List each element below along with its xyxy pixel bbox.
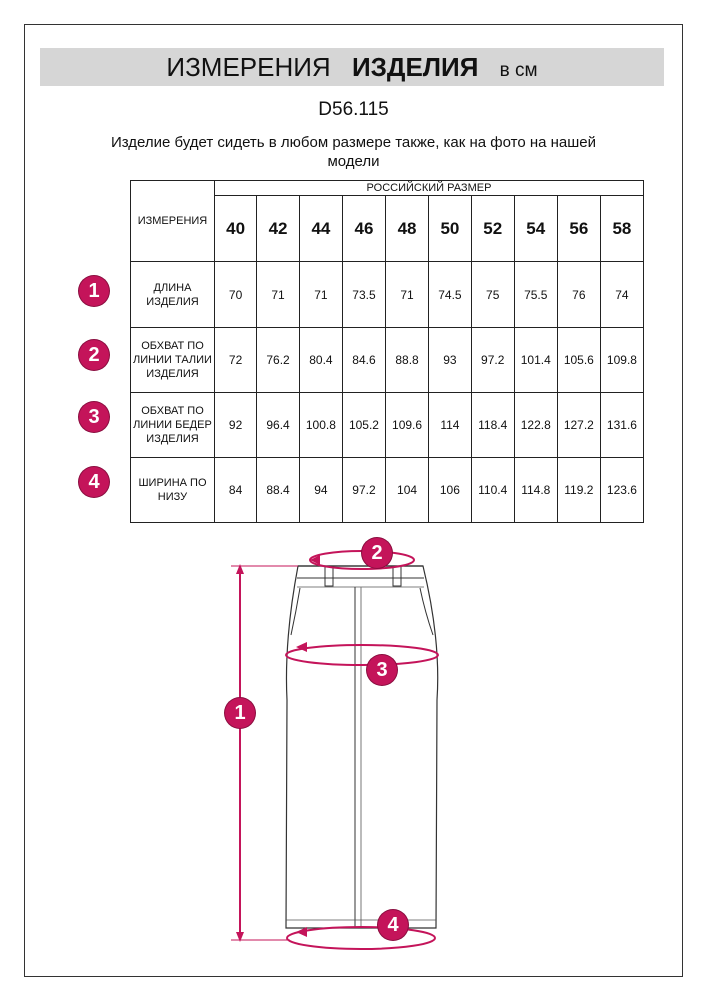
value-cell: 119.2 bbox=[557, 458, 600, 523]
value-cell: 73.5 bbox=[342, 262, 385, 328]
value-cell: 74.5 bbox=[429, 262, 472, 328]
pocket-right bbox=[420, 588, 433, 635]
value-cell: 71 bbox=[299, 262, 342, 328]
size-cell: 40 bbox=[214, 196, 256, 262]
title-text: ИЗМЕРЕНИЯ bbox=[166, 52, 331, 82]
value-cell: 127.2 bbox=[557, 393, 600, 458]
hip-ellipse bbox=[286, 645, 438, 665]
value-cell: 97.2 bbox=[471, 328, 514, 393]
value-cell: 74 bbox=[600, 262, 643, 328]
hem-ellipse bbox=[287, 927, 435, 949]
diagram-marker-2: 2 bbox=[362, 538, 392, 568]
value-cell: 75 bbox=[471, 262, 514, 328]
value-cell: 70 bbox=[214, 262, 256, 328]
value-cell: 80.4 bbox=[299, 328, 342, 393]
value-cell: 75.5 bbox=[514, 262, 557, 328]
title-bold-text: ИЗДЕЛИЯ bbox=[351, 52, 479, 82]
value-cell: 76 bbox=[557, 262, 600, 328]
skirt-outline bbox=[286, 566, 438, 928]
value-cell: 118.4 bbox=[471, 393, 514, 458]
value-cell: 84.6 bbox=[342, 328, 385, 393]
pocket-left bbox=[291, 588, 300, 635]
size-cell: 54 bbox=[514, 196, 557, 262]
size-cell: 58 bbox=[600, 196, 643, 262]
article-code: D56.115 bbox=[318, 99, 389, 120]
size-cell: 44 bbox=[299, 196, 342, 262]
value-cell: 105.6 bbox=[557, 328, 600, 393]
value-cell: 114 bbox=[429, 393, 472, 458]
size-cell: 50 bbox=[429, 196, 472, 262]
row-number-badge: 4 bbox=[79, 467, 109, 497]
row-number-badge: 3 bbox=[79, 402, 109, 432]
diagram-marker-3: 3 bbox=[367, 655, 397, 685]
diagram-marker-1: 1 bbox=[225, 698, 255, 728]
row-label: ОБХВАТ ПО ЛИНИИ ТАЛИИ ИЗДЕЛИЯ bbox=[131, 328, 215, 393]
value-cell: 88.4 bbox=[257, 458, 300, 523]
value-cell: 110.4 bbox=[471, 458, 514, 523]
title-unit: в см bbox=[499, 60, 538, 81]
value-cell: 84 bbox=[214, 458, 256, 523]
value-cell: 131.6 bbox=[600, 393, 643, 458]
size-header: РОССИЙСКИЙ РАЗМЕР bbox=[214, 181, 643, 196]
value-cell: 101.4 bbox=[514, 328, 557, 393]
value-cell: 76.2 bbox=[257, 328, 300, 393]
belt-loop-left bbox=[325, 566, 333, 586]
value-cell: 88.8 bbox=[386, 328, 429, 393]
row-label: ДЛИНА ИЗДЕЛИЯ bbox=[131, 262, 215, 328]
value-cell: 71 bbox=[257, 262, 300, 328]
row-label: ШИРИНА ПО НИЗУ bbox=[131, 458, 215, 523]
value-cell: 94 bbox=[299, 458, 342, 523]
row-number-badge: 1 bbox=[79, 276, 109, 306]
value-cell: 72 bbox=[214, 328, 256, 393]
row-label: ОБХВАТ ПО ЛИНИИ БЕДЕР ИЗДЕЛИЯ bbox=[131, 393, 215, 458]
value-cell: 122.8 bbox=[514, 393, 557, 458]
belt-loop-right bbox=[393, 566, 401, 586]
row-number-badge: 2 bbox=[79, 340, 109, 370]
value-cell: 97.2 bbox=[342, 458, 385, 523]
size-cell: 48 bbox=[386, 196, 429, 262]
value-cell: 93 bbox=[429, 328, 472, 393]
value-cell: 114.8 bbox=[514, 458, 557, 523]
size-cell: 56 bbox=[557, 196, 600, 262]
diagram-marker-4: 4 bbox=[378, 910, 408, 940]
value-cell: 106 bbox=[429, 458, 472, 523]
value-cell: 104 bbox=[386, 458, 429, 523]
fit-note: Изделие будет сидеть в любом размере также, как на фото на нашей модели bbox=[110, 134, 597, 170]
measure-header: ИЗМЕРЕНИЯ bbox=[131, 181, 215, 262]
size-cell: 52 bbox=[471, 196, 514, 262]
value-cell: 100.8 bbox=[299, 393, 342, 458]
value-cell: 71 bbox=[386, 262, 429, 328]
value-cell: 96.4 bbox=[257, 393, 300, 458]
size-cell: 46 bbox=[342, 196, 385, 262]
value-cell: 105.2 bbox=[342, 393, 385, 458]
value-cell: 109.6 bbox=[386, 393, 429, 458]
size-cell: 42 bbox=[257, 196, 300, 262]
value-cell: 123.6 bbox=[600, 458, 643, 523]
value-cell: 109.8 bbox=[600, 328, 643, 393]
value-cell: 92 bbox=[214, 393, 256, 458]
